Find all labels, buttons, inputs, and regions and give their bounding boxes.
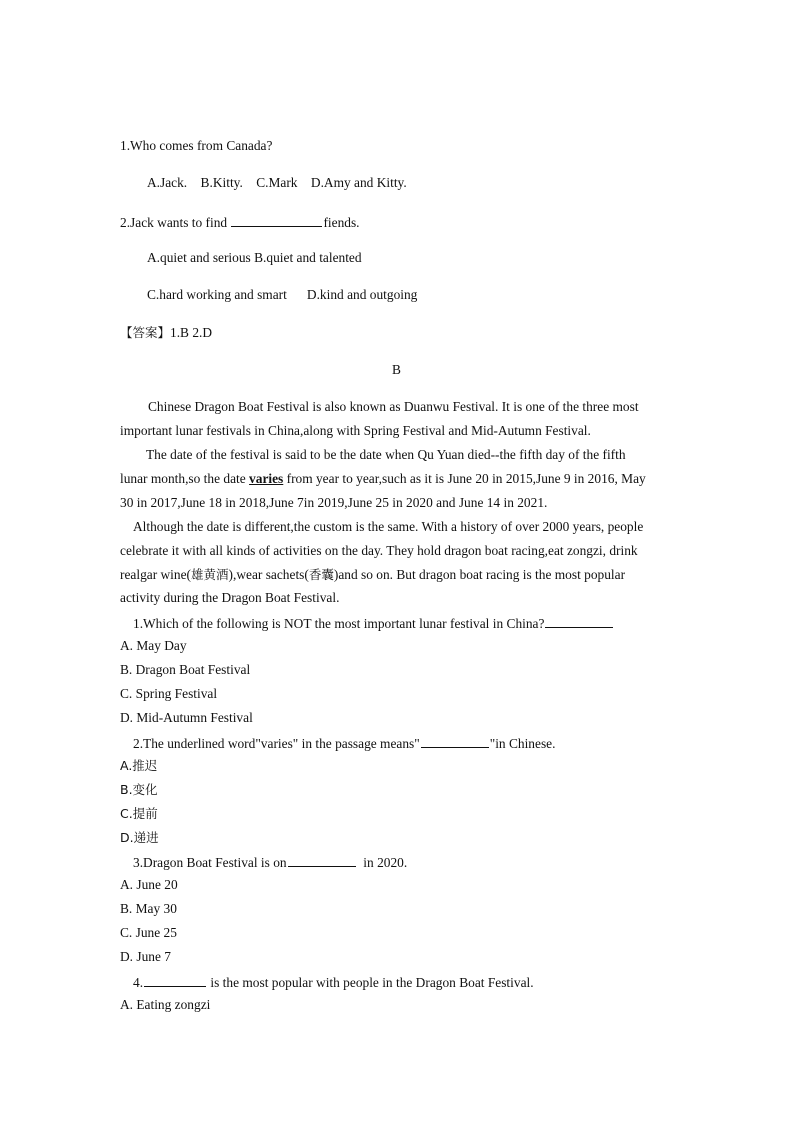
passage-p2-text-b: from year to year,such as it is June 20 in 2015,June 9 in 2016, May <box>283 471 646 486</box>
passage-p2-line2 <box>120 471 646 487</box>
option-text: C.提前 <box>120 806 158 821</box>
passage-p2-line1: The date of the festival is said to be the date when Qu Yuan died--the fifth day of the fifth <box>146 447 626 462</box>
comprehension-question-4 <box>133 973 534 991</box>
passage-p2-line3: 30 in 2017,June 18 in 2018,June 7in 2019,June 25 in 2020 and June 14 in 2021. <box>120 495 548 510</box>
question-stem-end: is the most popular with people in the Dragon Boat Festival. <box>207 975 534 990</box>
question-1-options: A.Jack. B.Kitty. C.Mark D.Amy and Kitty. <box>147 175 407 190</box>
question-stem: 2.The underlined word"varies" in the passage means" <box>133 736 420 751</box>
question-stem-end: "in Chinese. <box>489 736 556 751</box>
passage-p1-line2: important lunar festivals in China,along with Spring Festival and Mid-Autumn Festival. <box>120 423 591 438</box>
option: D. Mid-Autumn Festival <box>120 710 253 725</box>
passage-p3-line4: activity during the Dragon Boat Festival. <box>120 590 340 605</box>
passage-p3-line1: Although the date is different,the custom is the same. With a history of over 2000 years, people <box>133 519 644 534</box>
passage-p1-line1: Chinese Dragon Boat Festival is also known as Duanwu Festival. It is one of the three most <box>148 399 639 414</box>
option: A. June 20 <box>120 877 178 892</box>
question-2-prefix: 2.Jack wants to find <box>120 215 231 230</box>
answer-text: 1.B 2.D <box>170 325 213 340</box>
option <box>120 758 157 774</box>
comprehension-question-2 <box>133 734 555 752</box>
comprehension-question-3 <box>133 853 407 871</box>
question-2-options-line1: A.quiet and serious B.quiet and talented <box>147 250 362 265</box>
passage-p3-line2: celebrate it with all kinds of activities on the day. They hold dragon boat racing,eat zongzi, drink <box>120 543 638 558</box>
option: A. Eating zongzi <box>120 997 211 1012</box>
question-stem: 4. <box>133 975 144 990</box>
option: B. Dragon Boat Festival <box>120 662 251 677</box>
option-text: B.变化 <box>120 782 158 797</box>
passage-p3-line3 <box>120 567 625 583</box>
passage-p3-text-c: )and so on. But dragon boat racing is the most popular <box>333 567 626 582</box>
question-1-stem: 1.Who comes from Canada? <box>120 138 273 153</box>
option <box>120 782 158 798</box>
option: D. June 7 <box>120 949 171 964</box>
section-label: B <box>392 362 401 377</box>
option-text: D.递进 <box>120 830 159 845</box>
answer-blank <box>144 973 206 987</box>
comprehension-question-1 <box>133 614 614 632</box>
option: C. Spring Festival <box>120 686 218 701</box>
option <box>120 830 159 846</box>
option-text: A.推迟 <box>120 758 158 773</box>
answer-blank <box>231 213 322 227</box>
option <box>120 806 158 822</box>
question-stem-end: in 2020. <box>356 855 408 870</box>
answer-blank <box>288 853 356 867</box>
option: B. May 30 <box>120 901 177 916</box>
question-stem: 1.Which of the following is NOT the most important lunar festival in China? <box>133 616 545 631</box>
question-2-options-line2: C.hard working and smart D.kind and outgoing <box>147 287 418 302</box>
sachets-chinese: 香囊 <box>308 567 334 582</box>
answer-key <box>120 325 212 341</box>
answer-blank <box>545 614 613 628</box>
option: A. May Day <box>120 638 187 653</box>
question-2-stem <box>120 213 360 231</box>
answer-label: 【答案】 <box>120 325 171 340</box>
passage-p2-text-a: lunar month,so the date <box>120 471 250 486</box>
underlined-word-varies: varies <box>249 471 284 486</box>
answer-blank <box>421 734 489 748</box>
passage-p3-text-b: ),wear sachets( <box>228 567 309 582</box>
option: C. June 25 <box>120 925 177 940</box>
question-stem: 3.Dragon Boat Festival is on <box>133 855 287 870</box>
question-2-suffix: fiends. <box>323 215 360 230</box>
passage-p3-text-a: realgar wine( <box>120 567 192 582</box>
realgar-wine-chinese: 雄黄酒 <box>191 567 229 582</box>
